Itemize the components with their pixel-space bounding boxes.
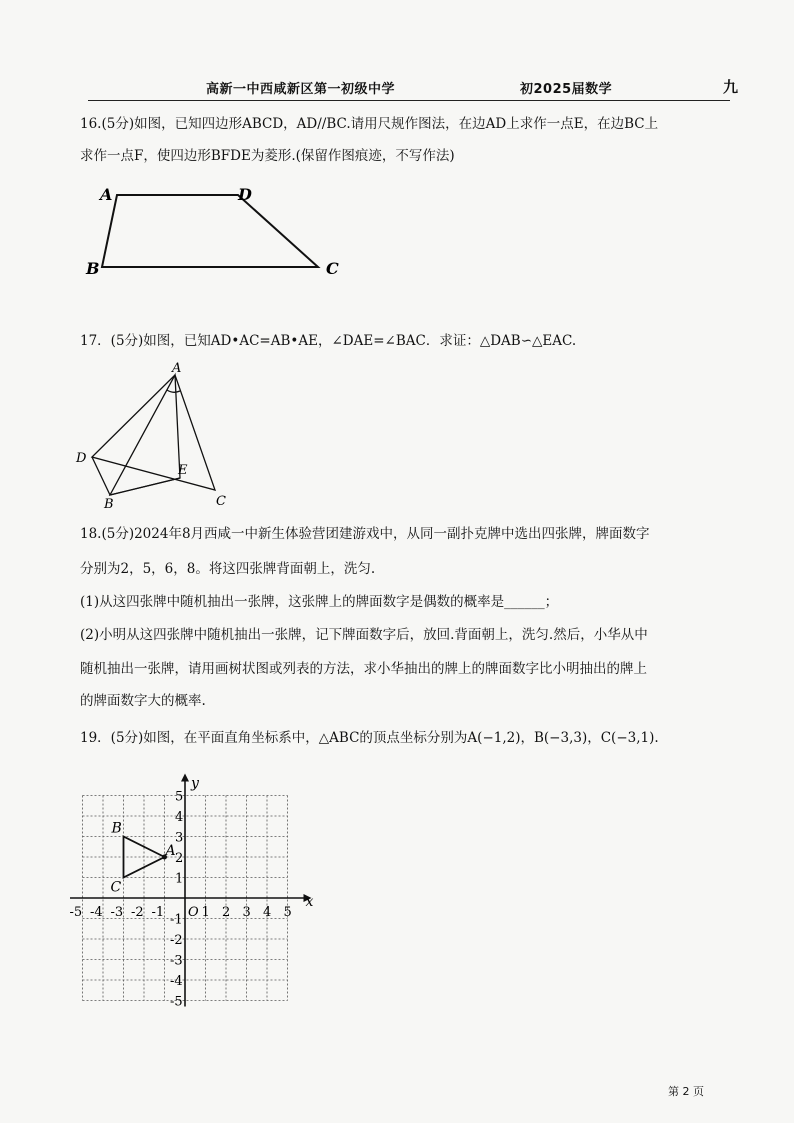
triangle-abe	[110, 375, 180, 495]
x-tick-label: -1	[151, 905, 165, 920]
origin-label: O	[188, 905, 199, 920]
school-name: 高新一中西咸新区第一初级中学	[206, 82, 396, 97]
q16-line2: 求作一点F，使四边形BFDE为菱形.(保留作图痕迹，不写作法)	[80, 148, 455, 164]
x-tick-label: -2	[131, 905, 144, 920]
label-d: D	[76, 451, 87, 466]
y-axis-arrow	[181, 774, 189, 782]
exam-grade: 初2025届数学	[520, 82, 613, 97]
segment-db	[92, 457, 110, 495]
q18-part2-line1: (2)小明从这四张牌中随机抽出一张牌，记下牌面数字后，放回.背面朝上，洗匀.然后，小华从中	[80, 627, 648, 643]
y-tick-label: 4	[175, 810, 184, 825]
q18-line2: 分别为2，5，6，8。将这四张牌背面朝上，洗匀.	[80, 561, 376, 577]
label-a: A	[165, 843, 176, 859]
y-tick-label: 3	[175, 830, 184, 846]
label-a: A	[172, 361, 182, 376]
label-e: E	[178, 463, 188, 478]
x-axis-label: x	[305, 894, 314, 910]
x-tick-label: 1	[201, 905, 210, 920]
y-tick-label: 1	[175, 871, 184, 887]
x-tick-label: 5	[283, 905, 292, 920]
x-tick-label: -3	[110, 905, 124, 920]
y-axis-label: y	[191, 775, 199, 792]
q16-trapezoid-figure	[80, 180, 360, 280]
q19-coordinate-grid	[70, 770, 330, 1020]
y-tick-label: -5	[170, 994, 183, 1010]
page-number: 第 2 页	[668, 1085, 704, 1098]
q18-part2-line3: 的牌面数字大的概率.	[80, 693, 206, 709]
label-c: C	[110, 879, 122, 896]
x-tick-label: 3	[242, 905, 251, 920]
label-c: C	[326, 259, 339, 278]
q17-line1: 17．(5分)如图，已知AD•AC=AB•AE，∠DAE=∠BAC．求证：△DAB∽△EAC.	[80, 333, 577, 349]
label-c: C	[216, 494, 226, 509]
y-tick-label: 5	[175, 789, 184, 805]
y-tick-label: -2	[170, 933, 183, 948]
q18-part1: (1)从这四张牌中随机抽出一张牌，这张牌上的牌面数字是偶数的概率是______；	[80, 594, 559, 610]
header-mark: 九	[722, 78, 738, 96]
label-b: B	[86, 259, 100, 278]
y-tick-label: -4	[170, 974, 183, 989]
q19-line1: 19．(5分)如图，在平面直角坐标系中，△ABC的顶点坐标分别为A(−1,2)，B(−3,3)，C(−3,1).	[80, 730, 659, 746]
angle-mark	[167, 390, 180, 392]
q18-line1: 18.(5分)2024年8月西咸一中新生体验营团建游戏中，从同一副扑克牌中选出四张牌，牌面数字	[80, 526, 650, 542]
label-d: D	[238, 185, 252, 204]
x-tick-label: 2	[222, 905, 231, 920]
y-tick-label: -1	[170, 912, 183, 928]
x-tick-label: 4	[263, 905, 272, 920]
x-tick-label: -4	[90, 905, 103, 920]
q16-line1: 16.(5分)如图，已知四边形ABCD，AD//BC.请用尺规作图法，在边AD上求作一点E，在边BC上	[80, 116, 659, 132]
label-a: A	[100, 185, 113, 204]
page-header	[88, 74, 738, 101]
y-tick-label: -3	[170, 953, 183, 969]
triangle-dac	[92, 375, 215, 490]
q18-part2-line2: 随机抽出一张牌，请用画树状图或列表的方法，求小华抽出的牌上的牌面数字比小明抽出的牌上	[80, 661, 647, 677]
label-b: B	[111, 820, 122, 837]
label-b: B	[104, 497, 114, 510]
segment-be	[110, 478, 180, 495]
y-tick-label: 2	[175, 851, 184, 866]
trapezoid-abcd	[102, 195, 318, 267]
q17-triangle-figure	[70, 360, 250, 510]
x-tick-label: -5	[70, 905, 83, 920]
